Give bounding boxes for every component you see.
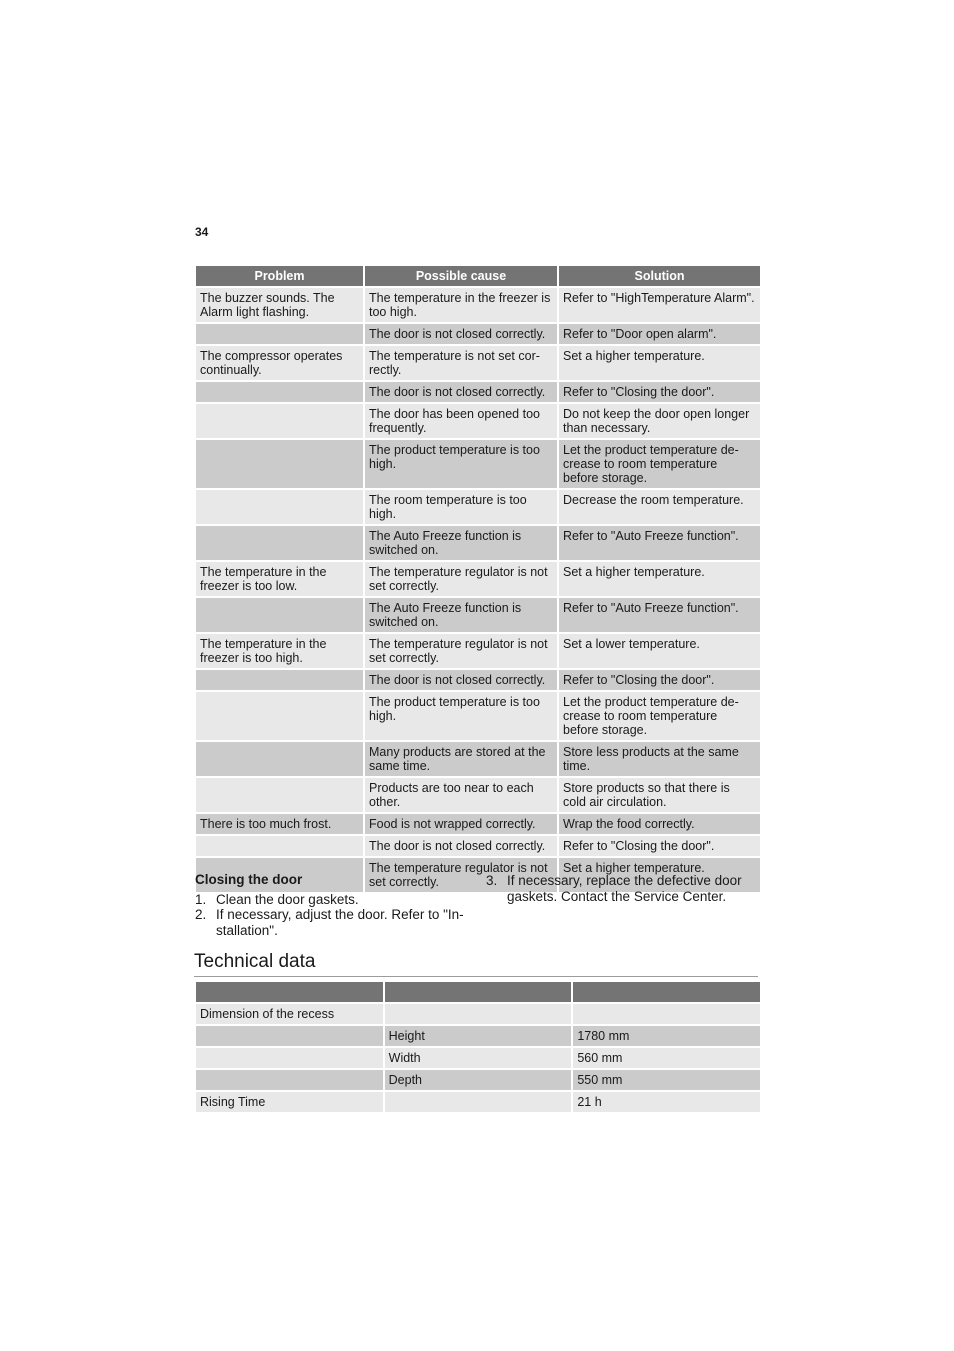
closing-door-steps-continued [486,873,756,904]
tech-value-cell: 1780 mm [573,1026,760,1048]
step-text: Clean the door gaskets. [216,891,359,907]
table-row [196,490,760,526]
page-number: 34 [195,225,209,239]
solution-cell: Wrap the food correctly. [559,814,760,836]
table-row [196,1070,760,1092]
solution-cell: Let the product temperature de-crease to room temperature before storage. [559,692,760,742]
table-row [196,1026,760,1048]
problem-cell [196,440,363,490]
table-row [196,382,760,404]
solution-cell: Refer to "Closing the door". [559,670,760,692]
solution-cell: Let the product temperature de-crease to room temperature before storage. [559,440,760,490]
table-row [196,1048,760,1070]
problem-cell [196,526,363,562]
header-possible-cause: Possible cause [365,266,557,288]
tech-value-cell: 560 mm [573,1048,760,1070]
problem-cell [196,778,363,814]
solution-cell: Store products so that there is cold air circulation. [559,778,760,814]
cause-cell: The product temperature is too high. [365,692,557,742]
tech-sublabel-cell: Depth [385,1070,572,1092]
closing-door-section [195,872,485,938]
closing-door-steps [486,873,756,904]
list-item [195,907,485,938]
problem-cell [196,324,363,346]
table-row [196,742,760,778]
solution-cell: Set a higher temperature. [559,562,760,598]
table-row [196,562,760,598]
solution-cell: Refer to "Closing the door". [559,836,760,858]
tech-label-cell [196,1048,383,1070]
technical-data-table [194,982,762,1114]
problem-cell [196,836,363,858]
cause-cell: The Auto Freeze function is switched on. [365,598,557,634]
tech-label-cell [196,1070,383,1092]
tech-value-cell: 550 mm [573,1070,760,1092]
cause-cell: The door is not closed correctly. [365,382,557,404]
header-cell [385,982,572,1004]
step-number: 2. [195,907,207,922]
table-row [196,526,760,562]
tech-value-cell: 21 h [573,1092,760,1114]
tech-value-cell [573,1004,760,1026]
problem-cell: The compressor operates continually. [196,346,363,382]
cause-cell: Food is not wrapped correctly. [365,814,557,836]
cause-cell: Products are too near to each other. [365,778,557,814]
table-row [196,324,760,346]
table-row [196,634,760,670]
solution-cell: Do not keep the door open longer than necessary. [559,404,760,440]
tech-label-cell [196,1026,383,1048]
header-cell [573,982,760,1004]
cause-cell: Many products are stored at the same time. [365,742,557,778]
table-row [196,778,760,814]
tech-sublabel-cell [385,1092,572,1114]
problem-cell: The temperature in the freezer is too low. [196,562,363,598]
cause-cell: The temperature is not set cor-rectly. [365,346,557,382]
header-cell [196,982,383,1004]
step-number: 1. [195,891,207,907]
problem-cell [196,382,363,404]
solution-cell: Set a lower temperature. [559,634,760,670]
solution-cell: Set a higher temperature. [559,858,760,894]
step-number: 3. [486,873,498,888]
table-row [196,670,760,692]
solution-cell: Refer to "HighTemperature Alarm". [559,288,760,324]
solution-cell: Refer to "Auto Freeze function". [559,598,760,634]
cause-cell: The door is not closed correctly. [365,836,557,858]
table-row [196,404,760,440]
cause-cell: The door is not closed correctly. [365,324,557,346]
table-row [196,836,760,858]
solution-cell: Decrease the room temperature. [559,490,760,526]
problem-cell [196,742,363,778]
solution-cell: Set a higher temperature. [559,346,760,382]
table-row [196,288,760,324]
table-row [196,814,760,836]
tech-sublabel-cell: Width [385,1048,572,1070]
closing-door-title: Closing the door [195,872,303,887]
list-item [486,873,756,904]
table-row [196,692,760,742]
problem-cell [196,598,363,634]
troubleshooting-table [194,266,762,894]
table-row [196,598,760,634]
solution-cell: Refer to "Door open alarm". [559,324,760,346]
header-problem: Problem [196,266,363,288]
cause-cell: The temperature regulator is not set correctly. [365,562,557,598]
tech-sublabel-cell: Height [385,1026,572,1048]
tech-sublabel-cell [385,1004,572,1026]
solution-cell: Refer to "Closing the door". [559,382,760,404]
cause-cell: The temperature regulator is not set correctly. [365,858,557,894]
cause-cell: The room temperature is too high. [365,490,557,526]
cause-cell: The temperature in the freezer is too high. [365,288,557,324]
table-row [196,440,760,490]
table-row [196,1092,760,1114]
table-row [196,1004,760,1026]
cause-cell: The product temperature is too high. [365,440,557,490]
tech-label-cell: Rising Time [196,1092,383,1114]
problem-cell [196,670,363,692]
closing-door-steps [195,892,485,939]
table-row [196,346,760,382]
problem-cell [196,404,363,440]
cause-cell: The door has been opened too frequently. [365,404,557,440]
cause-cell: The temperature regulator is not set correctly. [365,634,557,670]
problem-cell [196,490,363,526]
cause-cell: The Auto Freeze function is switched on. [365,526,557,562]
step-text: If necessary, replace the defective door gaskets. Contact the Service Center. [507,873,742,904]
solution-cell: Store less products at the same time. [559,742,760,778]
problem-cell: The buzzer sounds. The Alarm light flashing. [196,288,363,324]
technical-data-title: Technical data [194,951,758,977]
header-solution: Solution [559,266,760,288]
problem-cell: There is too much frost. [196,814,363,836]
solution-cell: Refer to "Auto Freeze function". [559,526,760,562]
tech-label-cell: Dimension of the recess [196,1004,383,1026]
problem-cell [196,692,363,742]
list-item [195,892,485,908]
cause-cell: The door is not closed correctly. [365,670,557,692]
problem-cell: The temperature in the freezer is too high. [196,634,363,670]
step-text: If necessary, adjust the door. Refer to "In-stallation". [216,907,464,938]
